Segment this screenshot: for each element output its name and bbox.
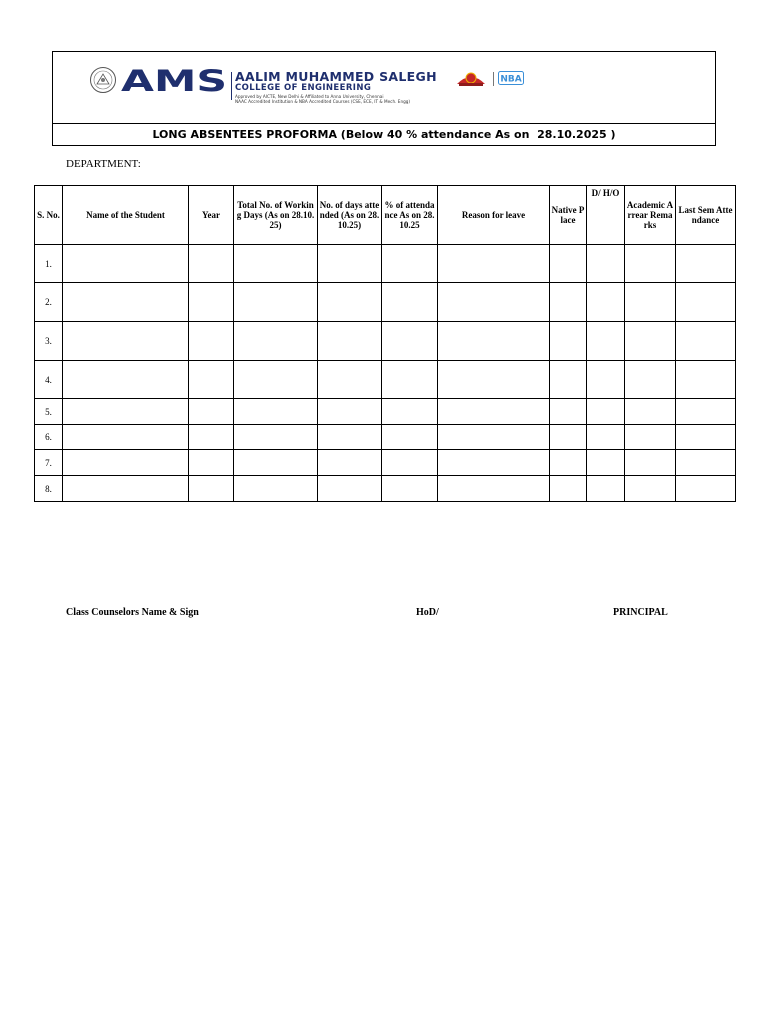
cell-native-place[interactable] (550, 245, 587, 283)
cell-attendance-percent[interactable] (382, 476, 438, 502)
principal-signature-label: PRINCIPAL (613, 607, 668, 618)
cell-working-days[interactable] (234, 425, 318, 450)
col-header-native-place: Native Place (550, 186, 587, 245)
cell-name[interactable] (63, 322, 189, 361)
row-sno: 6. (35, 425, 63, 450)
row-sno: 5. (35, 399, 63, 425)
cell-dho[interactable] (587, 476, 625, 502)
table-row (35, 322, 736, 361)
department-label: DEPARTMENT: (66, 158, 141, 170)
accreditation-line: NAAC Accredited Institution & NBA Accredited Courses (CSE, ECE, IT & Mech. Engg) (235, 99, 411, 104)
cell-working-days[interactable] (234, 322, 318, 361)
table-row (35, 399, 736, 425)
cell-last-sem[interactable] (676, 399, 736, 425)
cell-attendance-percent[interactable] (382, 361, 438, 399)
cell-arrear-remarks[interactable] (625, 322, 676, 361)
cell-year[interactable] (189, 322, 234, 361)
cell-last-sem[interactable] (676, 283, 736, 322)
cell-reason[interactable] (438, 476, 550, 502)
cell-name[interactable] (63, 450, 189, 476)
cell-days-attended[interactable] (318, 361, 382, 399)
award-badge-icon (455, 68, 487, 88)
proforma-title: LONG ABSENTEES PROFORMA (Below 40 % attendance As on 28.10.2025 ) (152, 128, 616, 141)
cell-reason[interactable] (438, 283, 550, 322)
cell-year[interactable] (189, 399, 234, 425)
cell-days-attended[interactable] (318, 322, 382, 361)
cell-year[interactable] (189, 283, 234, 322)
cell-working-days[interactable] (234, 283, 318, 322)
cell-name[interactable] (63, 361, 189, 399)
cell-working-days[interactable] (234, 476, 318, 502)
cell-dho[interactable] (587, 245, 625, 283)
college-subtitle: COLLEGE OF ENGINEERING (235, 83, 372, 93)
cell-dho[interactable] (587, 322, 625, 361)
col-header-working-days: Total No. of Working Days (As on 28.10.25) (234, 186, 318, 245)
nba-logo-text: NBA (500, 74, 522, 85)
cell-name[interactable] (63, 476, 189, 502)
row-sno: 7. (35, 450, 63, 476)
cell-dho[interactable] (587, 450, 625, 476)
cell-working-days[interactable] (234, 399, 318, 425)
cell-working-days[interactable] (234, 450, 318, 476)
cell-arrear-remarks[interactable] (625, 450, 676, 476)
table-row (35, 425, 736, 450)
cell-working-days[interactable] (234, 245, 318, 283)
cell-reason[interactable] (438, 450, 550, 476)
cell-last-sem[interactable] (676, 245, 736, 283)
cell-reason[interactable] (438, 245, 550, 283)
letterhead-box (52, 51, 716, 146)
cell-attendance-percent[interactable] (382, 322, 438, 361)
cell-attendance-percent[interactable] (382, 399, 438, 425)
cell-year[interactable] (189, 245, 234, 283)
row-sno: 1. (35, 245, 63, 283)
cell-last-sem[interactable] (676, 361, 736, 399)
cell-arrear-remarks[interactable] (625, 361, 676, 399)
cell-days-attended[interactable] (318, 245, 382, 283)
cell-native-place[interactable] (550, 361, 587, 399)
cell-native-place[interactable] (550, 476, 587, 502)
col-header-name: Name of the Student (63, 186, 189, 245)
cell-days-attended[interactable] (318, 399, 382, 425)
cell-year[interactable] (189, 450, 234, 476)
ams-logo-text: AMS (121, 66, 227, 96)
cell-last-sem[interactable] (676, 425, 736, 450)
cell-attendance-percent[interactable] (382, 425, 438, 450)
cell-native-place[interactable] (550, 399, 587, 425)
counselor-signature-label: Class Counselors Name & Sign (66, 607, 199, 618)
cell-name[interactable] (63, 425, 189, 450)
col-header-attendance-percent: % of attendance As on 28.10.25 (382, 186, 438, 245)
ams-logo (121, 66, 229, 96)
cell-native-place[interactable] (550, 283, 587, 322)
cell-dho[interactable] (587, 425, 625, 450)
cell-reason[interactable] (438, 425, 550, 450)
cell-last-sem[interactable] (676, 322, 736, 361)
cell-name[interactable] (63, 399, 189, 425)
nba-logo (498, 71, 524, 85)
cell-year[interactable] (189, 361, 234, 399)
table-row (35, 283, 736, 322)
cell-year[interactable] (189, 425, 234, 450)
cell-native-place[interactable] (550, 450, 587, 476)
cell-last-sem[interactable] (676, 476, 736, 502)
cell-working-days[interactable] (234, 361, 318, 399)
cell-dho[interactable] (587, 283, 625, 322)
cell-arrear-remarks[interactable] (625, 476, 676, 502)
cell-reason[interactable] (438, 399, 550, 425)
col-header-dho: D/ H/O (587, 186, 625, 245)
hod-signature-label: HoD/ (416, 607, 439, 618)
cell-dho[interactable] (587, 361, 625, 399)
table-row (35, 361, 736, 399)
col-header-days-attended: No. of days attended (As on 28.10.25) (318, 186, 382, 245)
cell-arrear-remarks[interactable] (625, 283, 676, 322)
cell-days-attended[interactable] (318, 450, 382, 476)
cell-name[interactable] (63, 245, 189, 283)
row-sno: 8. (35, 476, 63, 502)
table-header-row (35, 186, 736, 245)
cell-year[interactable] (189, 476, 234, 502)
logo-divider (231, 72, 232, 100)
col-header-reason: Reason for leave (438, 186, 550, 245)
logo-divider-2 (493, 72, 494, 86)
cell-attendance-percent[interactable] (382, 450, 438, 476)
cell-dho[interactable] (587, 399, 625, 425)
cell-native-place[interactable] (550, 425, 587, 450)
col-header-sno: S. No. (35, 186, 63, 245)
col-header-year: Year (189, 186, 234, 245)
cell-reason[interactable] (438, 322, 550, 361)
cell-attendance-percent[interactable] (382, 283, 438, 322)
col-header-arrear-remarks: Academic Arrear Remarks (625, 186, 676, 245)
cell-days-attended[interactable] (318, 283, 382, 322)
letterhead (53, 52, 715, 124)
cell-last-sem[interactable] (676, 450, 736, 476)
cell-days-attended[interactable] (318, 476, 382, 502)
col-header-last-sem: Last Sem Attendance (676, 186, 736, 245)
cell-days-attended[interactable] (318, 425, 382, 450)
row-sno: 2. (35, 283, 63, 322)
cell-arrear-remarks[interactable] (625, 245, 676, 283)
cell-arrear-remarks[interactable] (625, 399, 676, 425)
row-sno: 3. (35, 322, 63, 361)
absentees-table (34, 185, 736, 502)
cell-native-place[interactable] (550, 322, 587, 361)
college-name: AALIM MUHAMMED SALEGH (235, 69, 437, 84)
row-sno: 4. (35, 361, 63, 399)
table-row (35, 476, 736, 502)
table-row (35, 245, 736, 283)
approval-line: Approved by AICTE, New Delhi & Affiliated to Anna University, Chennai (235, 94, 384, 99)
table-row (35, 450, 736, 476)
college-emblem-icon (89, 66, 117, 94)
cell-arrear-remarks[interactable] (625, 425, 676, 450)
cell-attendance-percent[interactable] (382, 245, 438, 283)
cell-name[interactable] (63, 283, 189, 322)
cell-reason[interactable] (438, 361, 550, 399)
